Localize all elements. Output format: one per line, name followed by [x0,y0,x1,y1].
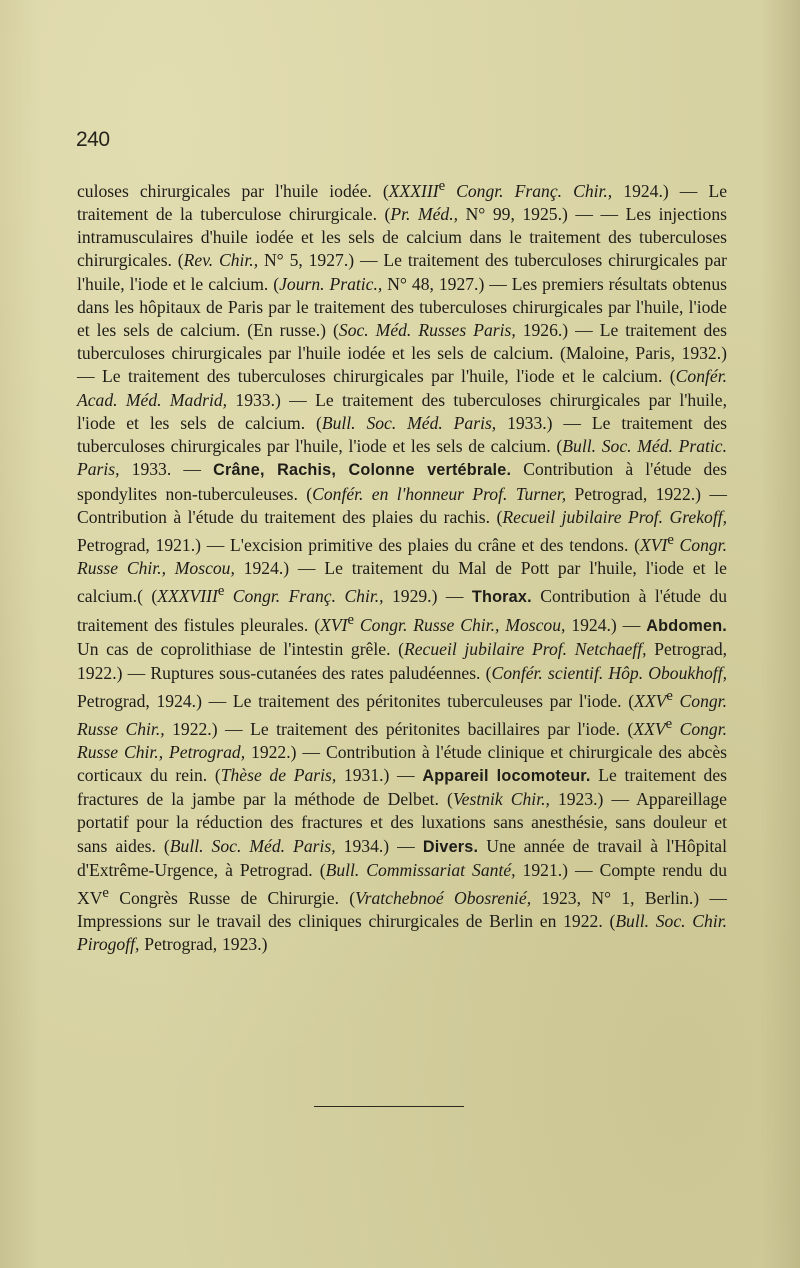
text-run: 1931.) — [336,765,423,786]
journal-title: Confér. Acad. Méd. Madrid, [77,366,727,410]
text-run: 1933.) — Le traitement des tuberculoses chirurgicales par l'huile, l'iode et les sels de calcium. ( [77,389,727,433]
text-run: 1921.) — Compte rendu du XV [77,859,727,908]
end-rule [314,1106,464,1107]
journal-title: Bull. Soc. Méd. Paris, [321,412,497,433]
ordinal-suffix: e [667,531,674,548]
text-run: Contribution à l'étude du traitement des fistules pleurales. ( [77,586,727,636]
text-run: Une année de travail à l'Hôpital d'Extrême-Urgence, à Petrograd. ( [77,835,727,880]
journal-title: Congr. Russe Chir., [77,690,727,739]
journal-title: Congr. Russe Chir., Moscou, [77,534,727,578]
section-heading-crane: Crâne, Rachis, Colonne vertébrale. [213,461,512,480]
text-run: Petrograd, 1924.) — Le traitement des péritonites tuberculeuses par l'iode. ( [77,690,635,711]
ordinal-suffix: e [665,715,673,732]
journal-title: Recueil jubilaire Prof. Netchaeff, [404,639,647,660]
journal-title: Congr. Franç. Chir., [445,180,613,201]
ordinal-suffix: e [438,178,446,194]
text-run: 1923.) — Appareillage portatif pour la réduction des fractures et des luxations sans anesthésie, sans douleur et sans aides. ( [77,789,727,856]
journal-title: Confér. en l'honneur Prof. Turner, [312,483,567,504]
text-run: Petrograd, 1923.) [139,934,268,955]
journal-title: Bull. Commissariat Santé, [325,859,516,880]
journal-title: Bull. Soc. Méd. Paris, [169,835,336,856]
ordinal-suffix: e [666,687,673,704]
text-run: N° 99, 1925.) — — Les injections intramusculaires d'huile iodée et les sels de calcium dans le traitement des tuberculoses chirurgicales. ( [77,204,727,271]
section-heading-thorax: Thorax. [471,588,532,607]
journal-title: Vratchebnoé Obosrenié, [355,887,532,908]
text-run: Petrograd, 1922.) — Ruptures sous-cutanées des rates paludéennes. ( [77,639,728,683]
text-run: Petrograd, 1921.) — L'excision primitive des plaies du crâne et des tendons. ( [77,534,640,555]
text-run: Petrograd, 1922.) — Contribution à l'étude du traitement des plaies du rachis. ( [77,483,727,527]
journal-title: Congr. Franç. Chir., [224,586,384,607]
journal-title: Congr. Russe Chir., Moscou, [353,615,566,636]
journal-title: XXXVIII [157,586,218,607]
journal-title: Bull. Soc. Méd. Pratic. Paris, [77,436,728,480]
journal-title: XVI [639,534,668,555]
ordinal-suffix: e [347,612,354,629]
journal-title: Pr. Méd., [390,204,459,225]
text-run: Le traitement des fractures de la jambe par la méthode de Delbet. ( [77,765,727,810]
text-run: 1922.) — Contribution à l'étude clinique et chirurgicale des abcès corticaux du rein. ( [77,741,727,786]
section-heading-appareil-locomoteur: Appareil locomoteur. [422,767,591,786]
text-run: 1924.) — Le traitement du Mal de Pott par l'huile, l'iode et le calcium.( ( [77,557,727,607]
text-run: 1922.) — Le traitement des péritonites bacillaires par l'iode. ( [164,718,634,739]
journal-title: Congr. Russe Chir., Petrograd, [77,718,727,762]
journal-title: XXV [634,690,667,711]
text-run: 1923, N° 1, Berlin.) — Impressions sur le travail des cliniques chirurgicales de Berlin en 1922. ( [77,887,728,932]
journal-title: Journ. Pratic., [279,273,383,294]
text-run: N° 5, 1927.) — Le traitement des tuberculoses chirurgicales par l'huile, l'iode et le calcium. ( [77,250,728,294]
text-run: N° 48, 1927.) — Les premiers résultats obtenus dans les hôpitaux de Paris par le traitement des tuberculoses chirurgicales par l'huile, l'iode et les sels de calcium. (En russe.) ( [77,273,727,341]
journal-title: XXXIII [388,180,439,201]
text-run: 1926.) — Le traitement des tuberculoses chirurgicales par l'huile iodée et les sels de calcium. (Maloine, Paris, 1932.) — Le traitement des tuberculoses chirurgicales par l'huile, l'iode et le calcium. ( [77,320,727,387]
text-run: Congrès Russe de Chirurgie. ( [108,887,356,908]
text-run: 1924.) — [565,615,647,636]
journal-title: XXV [633,718,666,739]
text-run: 1924.) — Le traitement de la tuberculose chirurgicale. ( [77,180,728,225]
text-run: 1929.) — [383,586,472,607]
text-run: culoses chirurgicales par l'huile iodée. ( [77,180,389,201]
journal-title: Soc. Méd. Russes Paris, [338,320,516,341]
journal-title: Rev. Chir., [183,250,259,271]
ordinal-suffix: e [102,885,109,902]
journal-title: Vestnik Chir., [452,789,550,810]
journal-title: XVI [320,615,348,636]
text-run: 1933. — [119,459,214,480]
ordinal-suffix: e [217,583,225,600]
page-number: 240 [76,128,110,151]
text-run: 1933.) — Le traitement des tuberculoses chirurgicales par l'huile, l'iode et les sels de calcium. ( [77,412,727,457]
bibliography-text [77,175,727,957]
journal-title: Recueil jubilaire Prof. Grekoff, [502,506,728,527]
text-run: 1934.) — [335,835,423,856]
section-heading-divers: Divers. [422,837,479,856]
text-run: Un cas de coprolithiase de l'intestin grêle. ( [77,639,404,660]
journal-title: Thèse de Paris, [220,765,337,786]
text-run: Contribution à l'étude des spondylites non-tuberculeuses. ( [77,459,727,504]
section-heading-abdomen: Abdomen. [646,617,728,636]
journal-title: Bull. Soc. Chir. Pirogoff, [77,911,727,955]
journal-title: Confér. scientif. Hôp. Oboukhoff, [491,662,727,683]
